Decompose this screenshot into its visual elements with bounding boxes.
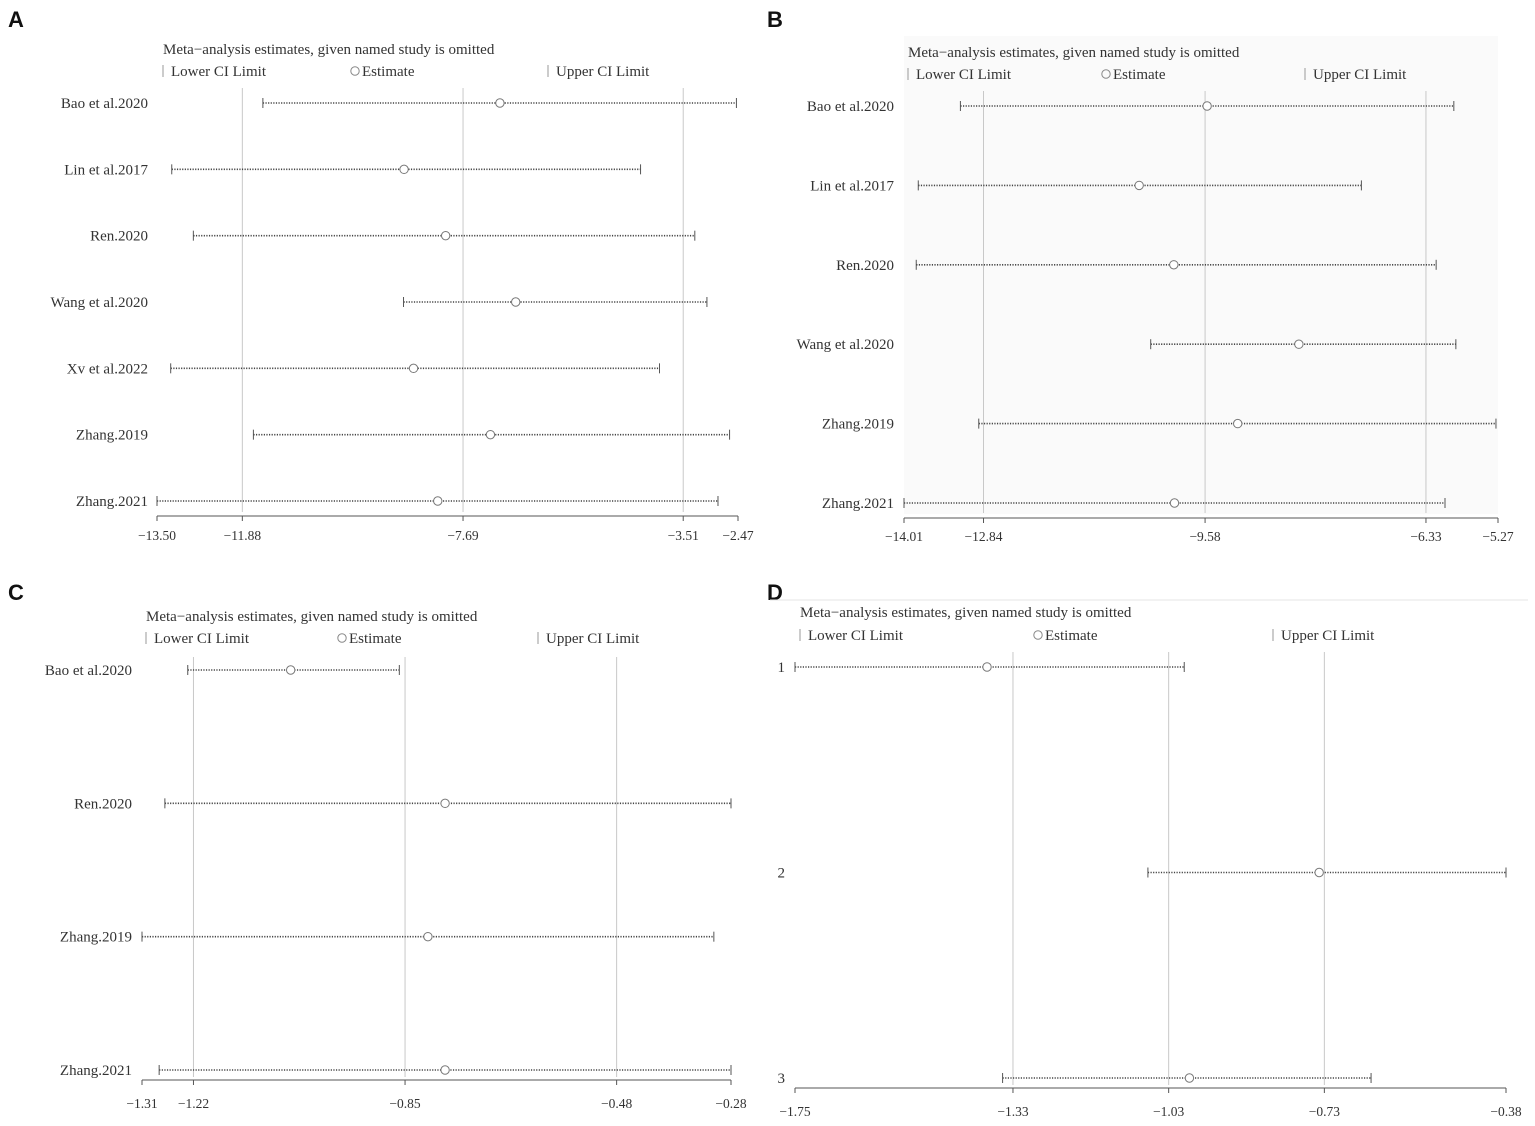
x-tick-label: −2.47 bbox=[722, 528, 754, 543]
study-label: Bao et al.2020 bbox=[44, 663, 132, 679]
x-tick-label: −1.33 bbox=[997, 1104, 1029, 1119]
estimate-point bbox=[512, 298, 520, 306]
panel-label: C bbox=[8, 580, 24, 605]
x-tick-label: −0.85 bbox=[389, 1096, 421, 1111]
study-label: Lin et al.2017 bbox=[810, 178, 894, 195]
estimate-point bbox=[434, 497, 442, 505]
x-tick-label: −0.38 bbox=[1490, 1104, 1522, 1119]
x-tick-label: −12.84 bbox=[964, 529, 1003, 544]
estimate-point bbox=[1185, 1074, 1193, 1082]
legend-upper-label: Upper CI Limit bbox=[1281, 628, 1375, 644]
x-tick-label: −0.73 bbox=[1308, 1104, 1340, 1119]
legend-upper-label: Upper CI Limit bbox=[556, 64, 650, 80]
estimate-point bbox=[400, 165, 408, 173]
legend-estimate-label: Estimate bbox=[1113, 67, 1166, 83]
panel-label: A bbox=[8, 7, 24, 32]
x-tick-label: −9.58 bbox=[1189, 529, 1221, 544]
legend-estimate-label: Estimate bbox=[349, 631, 402, 647]
legend-lower-label: Lower CI Limit bbox=[154, 631, 249, 647]
estimate-point bbox=[1170, 261, 1178, 269]
study-label: Xv et al.2022 bbox=[66, 361, 148, 378]
study-label: 2 bbox=[777, 865, 785, 882]
study-label: Ren.2020 bbox=[836, 257, 894, 274]
panel-label: B bbox=[767, 7, 783, 32]
x-tick-label: −1.75 bbox=[779, 1104, 811, 1119]
estimate-point bbox=[441, 1066, 449, 1074]
legend-estimate-label: Estimate bbox=[1045, 628, 1098, 644]
study-label: Lin et al.2017 bbox=[64, 162, 148, 179]
chart-title: Meta−analysis estimates, given named study is omitted bbox=[800, 605, 1132, 621]
study-label: Zhang.2021 bbox=[59, 1063, 132, 1079]
estimate-point bbox=[1135, 181, 1143, 189]
x-tick-label: −14.01 bbox=[885, 529, 923, 544]
study-label: Bao et al.2020 bbox=[806, 99, 894, 115]
x-tick-label: −13.50 bbox=[138, 528, 176, 543]
study-label: 3 bbox=[777, 1071, 785, 1087]
x-tick-label: −5.27 bbox=[1482, 529, 1514, 544]
study-label: Zhang.2019 bbox=[59, 929, 132, 946]
estimate-point bbox=[983, 663, 991, 671]
plot-background bbox=[904, 36, 1498, 514]
legend-estimate-marker bbox=[338, 634, 346, 642]
x-tick-label: −1.03 bbox=[1153, 1104, 1185, 1119]
chart-title: Meta−analysis estimates, given named study is omitted bbox=[908, 45, 1240, 61]
legend-estimate-marker bbox=[351, 67, 359, 75]
panel-label: D bbox=[767, 580, 783, 605]
panel-a bbox=[8, 7, 754, 543]
x-tick-label: −1.31 bbox=[126, 1096, 158, 1111]
legend-lower-label: Lower CI Limit bbox=[171, 64, 266, 80]
legend-estimate-label: Estimate bbox=[362, 64, 415, 80]
study-label: Wang et al.2020 bbox=[796, 337, 894, 354]
estimate-point bbox=[424, 932, 432, 940]
x-tick-label: −7.69 bbox=[447, 528, 479, 543]
panel-c bbox=[8, 580, 747, 1111]
study-label: Zhang.2019 bbox=[821, 416, 894, 433]
estimate-point bbox=[496, 99, 504, 107]
x-tick-label: −11.88 bbox=[223, 528, 262, 543]
study-label: 1 bbox=[777, 660, 785, 676]
estimate-point bbox=[441, 799, 449, 807]
study-label: Bao et al.2020 bbox=[60, 96, 148, 112]
study-label: Wang et al.2020 bbox=[50, 295, 148, 311]
estimate-point bbox=[1315, 868, 1323, 876]
x-tick-label: −0.48 bbox=[601, 1096, 633, 1111]
estimate-point bbox=[409, 364, 417, 372]
chart-title: Meta−analysis estimates, given named study is omitted bbox=[163, 42, 495, 58]
study-label: Ren.2020 bbox=[90, 228, 148, 245]
panel-b bbox=[767, 7, 1514, 544]
x-tick-label: −0.28 bbox=[715, 1096, 747, 1111]
study-label: Zhang.2021 bbox=[821, 496, 894, 512]
x-tick-label: −3.51 bbox=[667, 528, 699, 543]
estimate-point bbox=[486, 430, 494, 438]
estimate-point bbox=[1203, 102, 1211, 110]
panel-d bbox=[767, 580, 1522, 1119]
study-label: Ren.2020 bbox=[74, 796, 132, 813]
study-label: Zhang.2019 bbox=[75, 427, 148, 444]
study-label: Zhang.2021 bbox=[75, 494, 148, 510]
estimate-point bbox=[1170, 499, 1178, 507]
x-tick-label: −1.22 bbox=[177, 1096, 210, 1111]
legend-estimate-marker bbox=[1034, 631, 1042, 639]
estimate-point bbox=[1295, 340, 1303, 348]
x-tick-label: −6.33 bbox=[1410, 529, 1442, 544]
chart-title: Meta−analysis estimates, given named study is omitted bbox=[146, 609, 478, 625]
legend-upper-label: Upper CI Limit bbox=[546, 631, 640, 647]
legend-lower-label: Lower CI Limit bbox=[808, 628, 903, 644]
estimate-point bbox=[441, 231, 449, 239]
estimate-point bbox=[286, 666, 294, 674]
legend-upper-label: Upper CI Limit bbox=[1313, 67, 1407, 83]
estimate-point bbox=[1234, 419, 1242, 427]
legend-lower-label: Lower CI Limit bbox=[916, 67, 1011, 83]
